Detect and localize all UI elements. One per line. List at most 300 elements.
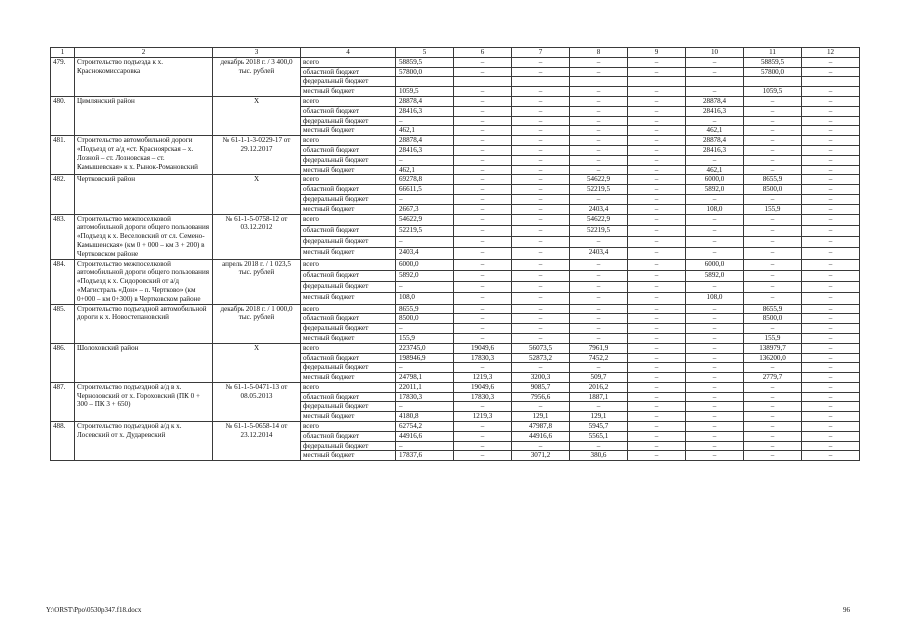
funding-source: федеральный бюджет	[301, 363, 396, 373]
object-name: Строительство подъезда к х. Краснокомиссаровка	[75, 57, 213, 96]
amount-cell: –	[512, 67, 570, 77]
funding-source: федеральный бюджет	[301, 155, 396, 165]
amount-cell: –	[802, 259, 860, 270]
amount-cell: 380,6	[570, 451, 628, 461]
amount-cell: –	[512, 155, 570, 165]
amount-cell: –	[570, 194, 628, 204]
amount-cell: –	[802, 87, 860, 97]
amount-cell: –	[454, 270, 512, 281]
amount-cell: –	[396, 282, 454, 293]
amount-cell: –	[570, 96, 628, 106]
funding-source: местный бюджет	[301, 293, 396, 304]
amount-cell: 6000,0	[396, 259, 454, 270]
amount-cell: –	[802, 282, 860, 293]
amount-cell: –	[570, 324, 628, 334]
table-row	[51, 136, 860, 146]
amount-cell: –	[802, 116, 860, 126]
table-row	[51, 382, 860, 392]
amount-cell: –	[512, 363, 570, 373]
amount-cell: –	[512, 204, 570, 214]
amount-cell: 2779,7	[744, 373, 802, 383]
amount-cell	[628, 77, 686, 87]
amount-cell: –	[628, 392, 686, 402]
amount-cell: –	[570, 116, 628, 126]
amount-cell: –	[686, 373, 744, 383]
amount-cell: –	[570, 333, 628, 343]
amount-cell: 5892,0	[686, 270, 744, 281]
amount-cell: 4180,8	[396, 412, 454, 422]
amount-cell: 223745,0	[396, 343, 454, 353]
amount-cell: –	[512, 304, 570, 314]
object-name: Цимлянский район	[75, 96, 213, 135]
amount-cell: –	[802, 57, 860, 67]
amount-cell: –	[802, 136, 860, 146]
object-name: Строительство межпоселковой автомобильной дороги общего пользования «Подъезд к х. Сидоровский от а/д «Магистраль «Дон» – п. Чертково» (км 0+000 – км 0+300) в Чертковском районе	[75, 259, 213, 304]
amount-cell: –	[454, 194, 512, 204]
funding-source: федеральный бюджет	[301, 441, 396, 451]
table-row	[51, 422, 860, 432]
project-document: № 61-1-5-0758-12 от 03.12.2012	[213, 214, 301, 259]
amount-cell: 3200,3	[512, 373, 570, 383]
amount-cell: –	[454, 431, 512, 441]
column-number: 7	[512, 48, 570, 58]
amount-cell: –	[802, 185, 860, 195]
funding-source: местный бюджет	[301, 165, 396, 175]
amount-cell: –	[802, 248, 860, 259]
project-document: № 61-1-5-0658-14 от 23.12.2014	[213, 422, 301, 461]
funding-source: федеральный бюджет	[301, 282, 396, 293]
amount-cell: –	[686, 314, 744, 324]
amount-cell: –	[744, 116, 802, 126]
amount-cell: –	[628, 136, 686, 146]
amount-cell: –	[512, 145, 570, 155]
amount-cell: –	[744, 412, 802, 422]
amount-cell: 155,9	[396, 333, 454, 343]
amount-cell: 62754,2	[396, 422, 454, 432]
amount-cell: –	[512, 324, 570, 334]
funding-source: областной бюджет	[301, 392, 396, 402]
amount-cell: –	[570, 402, 628, 412]
column-number: 9	[628, 48, 686, 58]
amount-cell: –	[802, 314, 860, 324]
amount-cell: 52219,5	[570, 185, 628, 195]
amount-cell: –	[512, 194, 570, 204]
amount-cell: –	[686, 116, 744, 126]
amount-cell: –	[628, 314, 686, 324]
amount-cell: –	[802, 431, 860, 441]
project-document: № 61-1-1-3-0229-17 от 29.12.2017	[213, 136, 301, 175]
amount-cell: –	[744, 145, 802, 155]
amount-cell: –	[686, 155, 744, 165]
amount-cell: –	[744, 270, 802, 281]
amount-cell: –	[570, 126, 628, 136]
amount-cell: –	[454, 204, 512, 214]
amount-cell: 108,0	[396, 293, 454, 304]
amount-cell: 28878,4	[396, 136, 454, 146]
project-document: декабрь 2018 г. / 1 000,0 тыс. рублей	[213, 304, 301, 343]
amount-cell: –	[512, 106, 570, 116]
amount-cell: –	[570, 106, 628, 116]
object-name: Строительство автомобильной дороги «Подъезд от а/д «ст. Красноярская – х. Лозной – ст. Лозновская – ст. Камышевская» к х. Рынок-Романовский	[75, 136, 213, 175]
amount-cell: –	[628, 57, 686, 67]
amount-cell: –	[512, 214, 570, 225]
amount-cell: 58859,5	[744, 57, 802, 67]
amount-cell: –	[628, 165, 686, 175]
amount-cell: –	[628, 402, 686, 412]
amount-cell: –	[628, 204, 686, 214]
amount-cell: –	[686, 392, 744, 402]
amount-cell: –	[744, 96, 802, 106]
amount-cell: –	[686, 363, 744, 373]
amount-cell: 8500,0	[396, 314, 454, 324]
amount-cell: –	[512, 441, 570, 451]
amount-cell: 5565,1	[570, 431, 628, 441]
amount-cell: 7961,9	[570, 343, 628, 353]
column-number: 11	[744, 48, 802, 58]
funding-source: областной бюджет	[301, 353, 396, 363]
amount-cell: –	[686, 412, 744, 422]
amount-cell: –	[744, 155, 802, 165]
amount-cell: 1219,3	[454, 373, 512, 383]
column-number: 5	[396, 48, 454, 58]
amount-cell: –	[454, 126, 512, 136]
amount-cell: –	[802, 67, 860, 77]
amount-cell: 44916,6	[396, 431, 454, 441]
amount-cell: –	[744, 282, 802, 293]
column-number: 8	[570, 48, 628, 58]
amount-cell: 8655,9	[396, 304, 454, 314]
amount-cell: 17830,3	[396, 392, 454, 402]
item-number: 482.	[51, 175, 75, 214]
object-name: Шолоховский район	[75, 343, 213, 382]
amount-cell: –	[628, 282, 686, 293]
amount-cell: –	[744, 165, 802, 175]
amount-cell: 6000,0	[686, 175, 744, 185]
amount-cell: –	[396, 324, 454, 334]
amount-cell: –	[454, 165, 512, 175]
amount-cell: 58859,5	[396, 57, 454, 67]
column-number: 1	[51, 48, 75, 58]
amount-cell: –	[744, 194, 802, 204]
amount-cell: 138979,7	[744, 343, 802, 353]
amount-cell: –	[628, 451, 686, 461]
amount-cell: 17837,6	[396, 451, 454, 461]
amount-cell: –	[628, 96, 686, 106]
column-number: 12	[802, 48, 860, 58]
amount-cell: –	[802, 214, 860, 225]
amount-cell: 57800,0	[396, 67, 454, 77]
amount-cell: –	[454, 304, 512, 314]
amount-cell: –	[686, 225, 744, 236]
amount-cell: 28878,4	[686, 96, 744, 106]
amount-cell: –	[686, 324, 744, 334]
amount-cell: –	[454, 293, 512, 304]
amount-cell: –	[744, 225, 802, 236]
amount-cell: –	[744, 441, 802, 451]
funding-source: всего	[301, 136, 396, 146]
amount-cell: –	[570, 314, 628, 324]
amount-cell: –	[512, 165, 570, 175]
project-document: Х	[213, 175, 301, 214]
funding-source: всего	[301, 57, 396, 67]
amount-cell: –	[570, 145, 628, 155]
amount-cell: –	[686, 353, 744, 363]
amount-cell: 28416,3	[396, 145, 454, 155]
funding-source: местный бюджет	[301, 87, 396, 97]
amount-cell: 8655,9	[744, 175, 802, 185]
amount-cell: –	[802, 106, 860, 116]
amount-cell: –	[454, 96, 512, 106]
amount-cell: 2403,4	[396, 248, 454, 259]
amount-cell: –	[512, 185, 570, 195]
amount-cell: –	[686, 451, 744, 461]
amount-cell: –	[686, 57, 744, 67]
funding-source: областной бюджет	[301, 314, 396, 324]
amount-cell: –	[802, 96, 860, 106]
amount-cell: –	[686, 402, 744, 412]
item-number: 484.	[51, 259, 75, 304]
amount-cell: –	[744, 293, 802, 304]
amount-cell: –	[628, 194, 686, 204]
item-number: 483.	[51, 214, 75, 259]
amount-cell: 155,9	[744, 333, 802, 343]
column-number: 10	[686, 48, 744, 58]
amount-cell: –	[570, 282, 628, 293]
table-row	[51, 343, 860, 353]
amount-cell: –	[686, 282, 744, 293]
item-number: 488.	[51, 422, 75, 461]
amount-cell: –	[512, 259, 570, 270]
amount-cell: 56073,5	[512, 343, 570, 353]
amount-cell: –	[628, 225, 686, 236]
amount-cell: –	[802, 343, 860, 353]
amount-cell: –	[802, 293, 860, 304]
amount-cell: –	[744, 106, 802, 116]
amount-cell: –	[570, 441, 628, 451]
amount-cell: –	[628, 353, 686, 363]
amount-cell: –	[454, 248, 512, 259]
amount-cell: –	[628, 343, 686, 353]
amount-cell: 9085,7	[512, 382, 570, 392]
amount-cell: –	[570, 237, 628, 248]
amount-cell: –	[744, 402, 802, 412]
amount-cell: –	[686, 87, 744, 97]
amount-cell: –	[628, 373, 686, 383]
amount-cell: –	[744, 259, 802, 270]
column-number: 6	[454, 48, 512, 58]
amount-cell: –	[512, 293, 570, 304]
amount-cell: 462,1	[686, 165, 744, 175]
amount-cell: –	[628, 304, 686, 314]
amount-cell: –	[396, 237, 454, 248]
amount-cell: –	[454, 314, 512, 324]
amount-cell: –	[802, 270, 860, 281]
amount-cell: –	[802, 175, 860, 185]
amount-cell: 47987,8	[512, 422, 570, 432]
amount-cell: –	[454, 402, 512, 412]
amount-cell: –	[686, 194, 744, 204]
project-document: декабрь 2018 г. / 3 400,0 тыс. рублей	[213, 57, 301, 96]
amount-cell: 8500,0	[744, 185, 802, 195]
amount-cell: –	[628, 293, 686, 304]
amount-cell: 2667,3	[396, 204, 454, 214]
amount-cell: –	[570, 259, 628, 270]
amount-cell	[802, 77, 860, 87]
amount-cell: 54622,9	[570, 214, 628, 225]
amount-cell: –	[744, 451, 802, 461]
amount-cell: 66611,5	[396, 185, 454, 195]
amount-cell: –	[802, 237, 860, 248]
amount-cell: 108,0	[686, 204, 744, 214]
amount-cell: 198946,9	[396, 353, 454, 363]
funding-source: федеральный бюджет	[301, 237, 396, 248]
amount-cell	[396, 77, 454, 87]
amount-cell: –	[454, 175, 512, 185]
amount-cell: 22011,1	[396, 382, 454, 392]
amount-cell: –	[628, 106, 686, 116]
column-number: 4	[301, 48, 396, 58]
amount-cell: –	[454, 185, 512, 195]
amount-cell: –	[628, 87, 686, 97]
amount-cell: –	[454, 441, 512, 451]
amount-cell: –	[744, 237, 802, 248]
amount-cell: –	[744, 214, 802, 225]
amount-cell: 7452,2	[570, 353, 628, 363]
funding-source: всего	[301, 382, 396, 392]
funding-source: областной бюджет	[301, 67, 396, 77]
amount-cell: 462,1	[396, 165, 454, 175]
amount-cell: –	[628, 185, 686, 195]
amount-cell: –	[396, 155, 454, 165]
amount-cell	[570, 77, 628, 87]
amount-cell: –	[744, 422, 802, 432]
amount-cell: –	[628, 324, 686, 334]
object-name: Строительство межпоселковой автомобильной дороги общего пользования «Подъезд к х. Веселовский от сл. Семено-Камышенская» (км 0 + 000 – км 3 + 200) в Чертковском районе	[75, 214, 213, 259]
amount-cell: –	[802, 373, 860, 383]
amount-cell: –	[570, 155, 628, 165]
project-document: № 61-1-5-0471-13 от 08.05.2013	[213, 382, 301, 421]
object-name: Чертковский район	[75, 175, 213, 214]
funding-source: федеральный бюджет	[301, 194, 396, 204]
column-number-row	[51, 48, 860, 58]
amount-cell: –	[802, 363, 860, 373]
amount-cell: –	[802, 126, 860, 136]
table-row	[51, 175, 860, 185]
amount-cell: –	[454, 67, 512, 77]
amount-cell: –	[628, 422, 686, 432]
amount-cell: –	[396, 402, 454, 412]
amount-cell: –	[744, 136, 802, 146]
amount-cell: –	[628, 259, 686, 270]
amount-cell: –	[686, 214, 744, 225]
amount-cell: –	[802, 382, 860, 392]
amount-cell: –	[628, 333, 686, 343]
amount-cell: –	[512, 270, 570, 281]
amount-cell: –	[396, 363, 454, 373]
amount-cell: 52873,2	[512, 353, 570, 363]
amount-cell: –	[512, 402, 570, 412]
funding-source: всего	[301, 422, 396, 432]
amount-cell: –	[744, 431, 802, 441]
amount-cell: –	[512, 87, 570, 97]
funding-source: всего	[301, 259, 396, 270]
amount-cell: –	[802, 333, 860, 343]
amount-cell: –	[802, 155, 860, 165]
amount-cell: 5892,0	[686, 185, 744, 195]
amount-cell: 3071,2	[512, 451, 570, 461]
amount-cell: –	[570, 363, 628, 373]
amount-cell: –	[802, 412, 860, 422]
amount-cell: –	[512, 136, 570, 146]
amount-cell: –	[628, 214, 686, 225]
amount-cell: 28416,3	[686, 145, 744, 155]
amount-cell: –	[512, 282, 570, 293]
amount-cell: –	[396, 116, 454, 126]
amount-cell: –	[512, 126, 570, 136]
amount-cell: 5945,7	[570, 422, 628, 432]
project-document: Х	[213, 343, 301, 382]
budget-table	[50, 47, 860, 461]
funding-source: федеральный бюджет	[301, 116, 396, 126]
amount-cell: –	[744, 126, 802, 136]
amount-cell: 17830,3	[454, 392, 512, 402]
amount-cell: 19049,6	[454, 382, 512, 392]
amount-cell: –	[512, 225, 570, 236]
amount-cell: 28416,3	[396, 106, 454, 116]
amount-cell: –	[628, 441, 686, 451]
footer-page-number: 96	[843, 606, 850, 614]
item-number: 479.	[51, 57, 75, 96]
amount-cell: 1219,3	[454, 412, 512, 422]
item-number: 485.	[51, 304, 75, 343]
amount-cell: –	[454, 324, 512, 334]
amount-cell: –	[686, 422, 744, 432]
item-number: 480.	[51, 96, 75, 135]
amount-cell: 28878,4	[396, 96, 454, 106]
amount-cell: –	[686, 441, 744, 451]
funding-source: всего	[301, 343, 396, 353]
funding-source: местный бюджет	[301, 451, 396, 461]
amount-cell: –	[802, 324, 860, 334]
amount-cell: –	[628, 248, 686, 259]
amount-cell: –	[686, 237, 744, 248]
amount-cell: –	[570, 87, 628, 97]
amount-cell: –	[512, 237, 570, 248]
amount-cell: 129,1	[570, 412, 628, 422]
amount-cell	[686, 77, 744, 87]
amount-cell: –	[512, 116, 570, 126]
amount-cell: –	[744, 324, 802, 334]
amount-cell: 5892,0	[396, 270, 454, 281]
amount-cell: –	[802, 451, 860, 461]
amount-cell: –	[802, 441, 860, 451]
funding-source: областной бюджет	[301, 431, 396, 441]
amount-cell: –	[802, 304, 860, 314]
amount-cell: –	[396, 194, 454, 204]
amount-cell: –	[628, 67, 686, 77]
amount-cell: –	[628, 145, 686, 155]
amount-cell: –	[570, 270, 628, 281]
amount-cell: –	[802, 145, 860, 155]
object-name: Строительство подъездной автомобильной дороги к х. Новостепановский	[75, 304, 213, 343]
funding-source: местный бюджет	[301, 204, 396, 214]
amount-cell: –	[744, 382, 802, 392]
amount-cell: –	[396, 441, 454, 451]
amount-cell: –	[802, 392, 860, 402]
amount-cell: –	[802, 165, 860, 175]
funding-source: местный бюджет	[301, 248, 396, 259]
amount-cell: 8655,9	[744, 304, 802, 314]
